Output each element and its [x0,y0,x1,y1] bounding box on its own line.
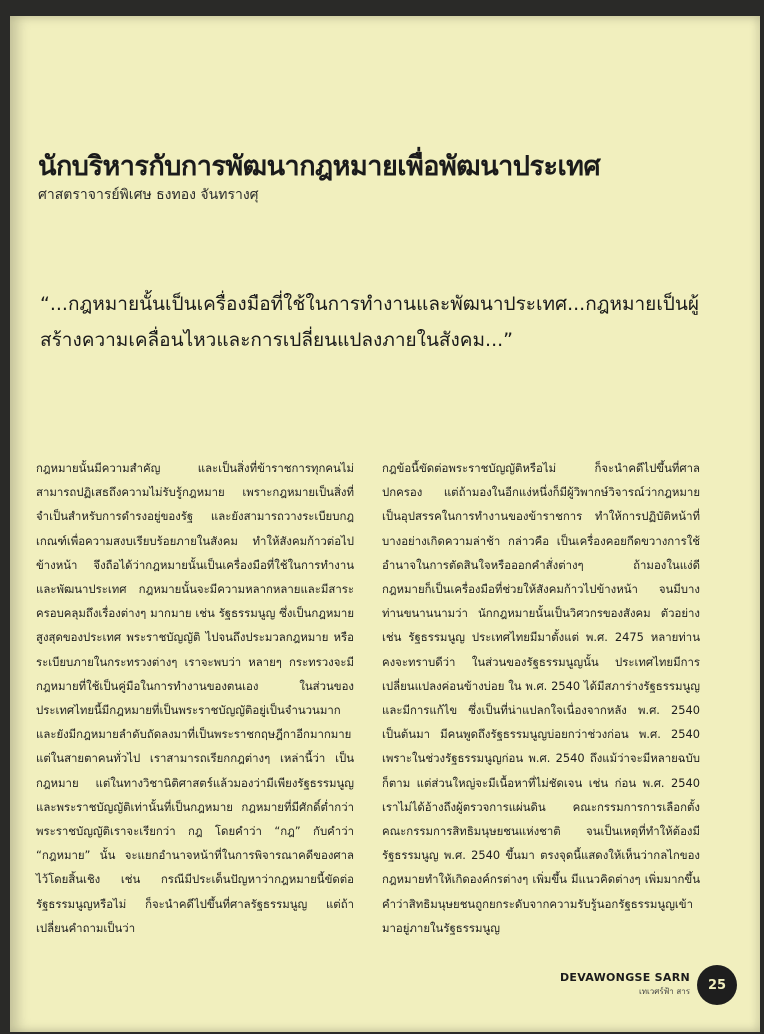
article-title: นักบริหารกับการพัฒนากฎหมายเพื่อพัฒนาประเทศ [38,151,601,182]
magazine-page [10,16,760,1032]
article-author: ศาสตราจารย์พิเศษ ธงทอง จันทรางศุ [38,187,259,203]
page-number-badge: 25 [697,965,737,1005]
footer-brand [560,971,690,998]
pull-quote: “...กฎหมายนั้นเป็นเครื่องมือที่ใช้ในการทำงานและพัฒนาประเทศ...กฎหมายเป็นผู้สร้างความเคลื่อนไหวและการเปลี่ยนแปลงภายในสังคม...” [40,293,699,351]
body-column-left: กฎหมายนั้นมีความสำคัญ และเป็นสิ่งที่ข้าราชการทุกคนไม่สามารถปฏิเสธถึงความไม่รับรู้กฎหมาย เพราะกฎหมายเป็นสิ่งที่จำเป็นสำหรับการดำรงอยู่ของรัฐ และยังสามารถวางระเบียบกฎเกณฑ์เพื่อความสงบเรียบร้อยภายในสังคม ทำให้สังคมก้าวต่อไปข้างหน้า จึงถือได้ว่ากฎหมายนั้นเป็นเครื่องมือที่ใช้ในการทำงานและพัฒนาประเทศ กฎหมายนั้นจะมีความหลากหลายและมีสาระครอบคลุมถึงเรื่องต่างๆ มากมาย เช่น รัฐธรรมนูญ ซึ่งเป็นกฎหมายสูงสุดของประเทศ พระราชบัญญัติ ไปจนถึงประมวลกฎหมาย หรือระเบียบภายในกระทรวงต่างๆ เราจะพบว่า หลายๆ กระทรวงจะมีกฎหมายที่ใช้เป็นคู่มือในการทำงานของตนเอง ในส่วนของประเทศไทยนี้มีกฎหมายที่เป็นพระราชบัญญัติอยู่เป็นจำนวนมาก และยังมีกฎหมายลำดับถัดลงมาที่เป็นพระราชกฤษฎีกาอีกมากมาย แต่ในสายตาคนทั่วไป เราสามารถเรียกกฎต่างๆ เหล่านี้ว่า เป็นกฎหมาย แต่ในทางวิชานิติศาสตร์แล้วมองว่ามีเพียงรัฐธรรมนูญและพระราชบัญญัติเท่านั้นที่เป็นกฎหมาย กฎหมายที่มีศักดิ์ต่ำกว่าพระราชบัญญัติเราจะเรียกว่า กฎ โดยคำว่า “กฎ” กับคำว่า “กฎหมาย” นั้น จะแยกอำนาจหน้าที่ในการพิจารณาคดีของศาลไว้โดยสิ้นเชิง เช่น กรณีมีประเด็นปัญหาว่ากฎหมายนี้ขัดต่อรัฐธรรมนูญหรือไม่ ก็จะนำคดีไปขึ้นที่ศาลรัฐธรรมนูญ แต่ถ้าเปลี่ยนคำถามเป็นว่า [36,461,354,935]
brand-name: DEVAWONGSE SARN [559,971,690,984]
brand-subtitle: เทเวศร์ฟ้า สาร [639,987,690,996]
body-column-right: กฎข้อนี้ขัดต่อพระราชบัญญัติหรือไม่ ก็จะนำคดีไปขึ้นที่ศาลปกครอง แต่ถ้ามองในอีกแง่หนึ่งก็มีผู้วิพากษ์วิจารณ์ว่ากฎหมายเป็นอุปสรรคในการทำงานของข้าราชการ ทำให้การปฏิบัติหน้าที่บางอย่างเกิดความล่าช้า กล่าวคือ เป็นเครื่องคอยกีดขวางการใช้อำนาจในการตัดสินใจหรือออกคำสั่งต่างๆ ถ้ามองในแง่ดี กฎหมายก็เป็นเครื่องมือที่ช่วยให้สังคมก้าวไปข้างหน้า จนมีบางท่านขนานนามว่า นักกฎหมายนั้นเป็นวิศวกรของสังคม ตัวอย่างเช่น รัฐธรรมนูญ ประเทศไทยมีมาตั้งแต่ พ.ศ. 2475 หลายท่านคงจะทราบดีว่า ในส่วนของรัฐธรรมนูญนั้น ประเทศไทยมีการเปลี่ยนแปลงค่อนข้างบ่อย ใน พ.ศ. 2540 ได้มีสภาร่างรัฐธรรมนูญและมีการแก้ไข ซึ่งเป็นที่น่าแปลกใจเนื่องจากหลัง พ.ศ. 2540 เป็นต้นมา มีคนพูดถึงรัฐธรรมนูญบ่อยกว่าช่วงก่อน พ.ศ. 2540 เพราะในช่วงรัฐธรรมนูญก่อน พ.ศ. 2540 ถึงแม้ว่าจะมีหลายฉบับก็ตาม แต่ส่วนใหญ่จะมีเนื้อหาที่ไม่ชัดเจน เช่น ก่อน พ.ศ. 2540 เราไม่ได้อ้างถึงผู้ตรวจการแผ่นดิน คณะกรรมการการเลือกตั้ง คณะกรรมการสิทธิมนุษยชนแห่งชาติ จนเป็นเหตุที่ทำให้ต้องมีรัฐธรรมนูญ พ.ศ. 2540 ขึ้นมา ตรงจุดนี้แสดงให้เห็นว่ากลไกของกฎหมายทำให้เกิดองค์กรต่างๆ เพิ่มขึ้น มีแนวคิดต่างๆ เพิ่มมากขึ้น คำว่าสิทธิมนุษยชนถูกยกระดับจากความรับรู้นอกรัฐธรรมนูญเข้ามาอยู่ภายในรัฐธรรมนูญ [382,461,700,935]
